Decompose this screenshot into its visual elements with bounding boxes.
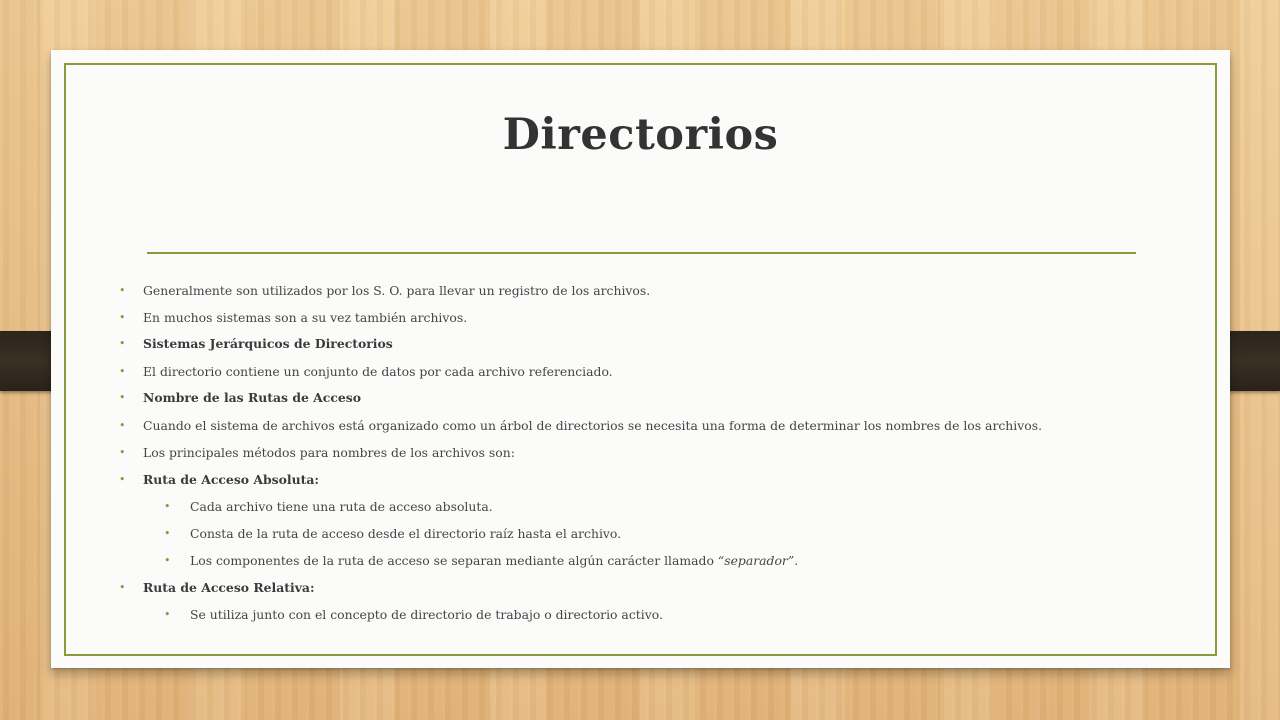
list-item-text: Cuando el sistema de archivos está organizado como un árbol de directorios se necesita una forma de determinar los nombres de los archivos.	[143, 418, 1043, 433]
list-item	[119, 283, 651, 299]
list-item	[119, 418, 1043, 434]
list-item	[164, 607, 663, 623]
bullet-dot-icon: •	[119, 473, 126, 486]
list-item-text: Ruta de Acceso Relativa:	[143, 580, 315, 595]
bullet-dot-icon: •	[119, 391, 126, 404]
list-item	[164, 499, 493, 515]
list-item	[119, 336, 393, 352]
list-item	[119, 310, 468, 326]
list-item	[119, 580, 315, 596]
bullet-dot-icon: •	[119, 311, 126, 324]
separator-term: “separador”	[717, 553, 795, 568]
bullet-dot-icon: •	[119, 581, 126, 594]
list-item-text: Consta de la ruta de acceso desde el directorio raíz hasta el archivo.	[190, 526, 622, 541]
list-item-text: Ruta de Acceso Absoluta:	[143, 472, 319, 487]
list-item	[164, 553, 799, 569]
list-item-text: Los componentes de la ruta de acceso se separan mediante algún carácter llamado	[190, 553, 718, 568]
bullet-list	[51, 50, 1230, 668]
list-item	[164, 526, 622, 542]
bullet-dot-icon: •	[119, 365, 126, 378]
slide-paper	[51, 50, 1230, 668]
bullet-dot-icon: •	[164, 554, 171, 567]
list-item	[119, 390, 362, 406]
bullet-dot-icon: •	[119, 446, 126, 459]
bullet-dot-icon: •	[119, 284, 126, 297]
list-item-text: Cada archivo tiene una ruta de acceso absoluta.	[190, 499, 493, 514]
list-item	[119, 364, 613, 380]
list-item-suffix: .	[794, 553, 799, 568]
list-item-text: En muchos sistemas son a su vez también archivos.	[143, 310, 468, 325]
bullet-dot-icon: •	[164, 527, 171, 540]
bullet-dot-icon: •	[164, 500, 171, 513]
list-item-text: Se utiliza junto con el concepto de directorio de trabajo o directorio activo.	[190, 607, 663, 622]
bullet-dot-icon: •	[119, 419, 126, 432]
list-item-text: El directorio contiene un conjunto de datos por cada archivo referenciado.	[143, 364, 613, 379]
list-item-text: Los principales métodos para nombres de los archivos son:	[143, 445, 515, 460]
slide-title: Directorios	[502, 110, 779, 160]
bullet-dot-icon: •	[119, 337, 126, 350]
list-item-text: Generalmente son utilizados por los S. O. para llevar un registro de los archivos.	[143, 283, 651, 298]
list-item	[119, 445, 515, 461]
list-item-text: Nombre de las Rutas de Acceso	[143, 390, 362, 405]
bullet-dot-icon: •	[164, 608, 171, 621]
list-item-text: Sistemas Jerárquicos de Directorios	[143, 336, 393, 351]
list-item	[119, 472, 319, 488]
